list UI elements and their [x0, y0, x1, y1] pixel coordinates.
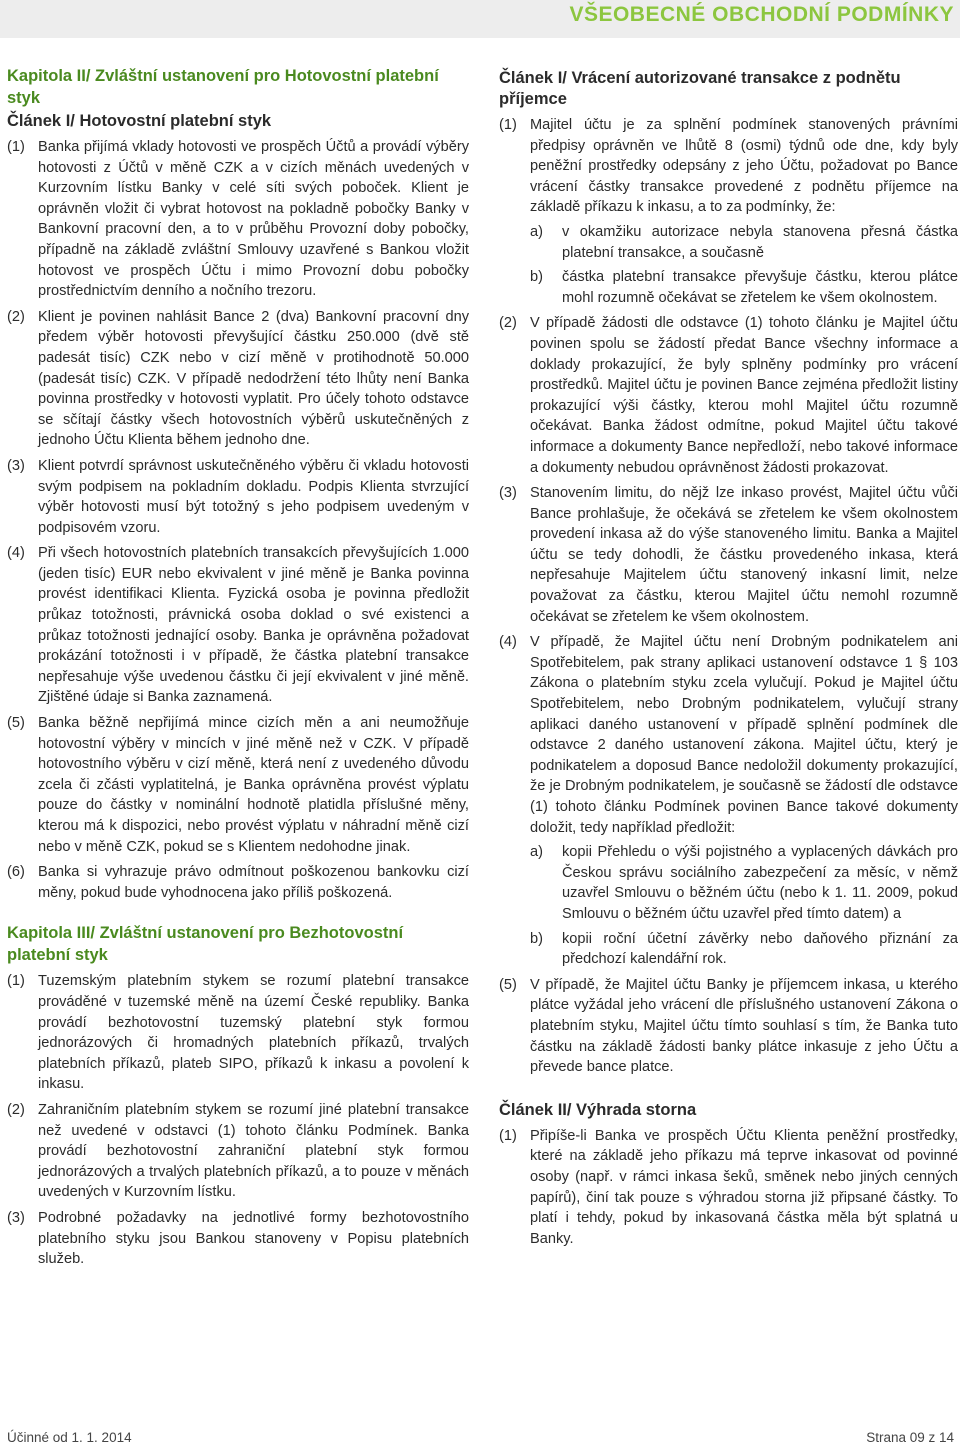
paragraph — [499, 313, 958, 478]
paragraph-number: (1) — [499, 1127, 517, 1144]
sub-paragraph-text: v okamžiku autorizace nebyla stanovena přesná částka platební transakce, a současně — [562, 223, 958, 261]
document-title: VŠEOBECNÉ OBCHODNÍ PODMÍNKY — [569, 3, 954, 26]
article-title-cash: Článek I/ Hotovostní platební styk — [7, 112, 272, 130]
paragraph-number: (1) — [499, 117, 517, 133]
sub-paragraph-text: kopii roční účetní závěrky nebo daňového přiznání za předchozí kalendářní rok. — [562, 930, 958, 968]
paragraph-number: (2) — [499, 315, 517, 332]
paragraph-text: Tuzemským platebním stykem se rozumí platební transakce prováděné v tuzemské měně na území České republiky. Banka provádí bezhotovostní tuzemský platební styk formou jednorázových či hromadných platebních příkazů, trvalých platebních příkazů, plateb SIPO, příkazů k inkasu a povolení k inkasu. — [38, 973, 469, 1093]
paragraph-number: (3) — [7, 457, 25, 474]
sub-paragraph — [530, 842, 958, 924]
paragraph-number: (4) — [7, 545, 25, 562]
paragraph — [7, 862, 469, 903]
article-title-storno: Článek II/ Výhrada storna — [499, 1100, 697, 1119]
paragraph-number: (3) — [499, 485, 517, 502]
paragraph-text: Stanovením limitu, do nějž lze inkaso provést, Majitel účtu vůči Bance prohlašuje, že očekává se zřetelem ke všem okolnostem provedení inkasa až do výše stanoveného limitu. Banka a Majitel účtu se tedy dohodli, že částku provedeného inkasa, která nepřesahuje Majitelem účtu stanovený inkasní limit, nelze považovat za částku, kterou Majitel účtu nemohl rozumně očekávat se zřetelem ke všem okolnostem. — [530, 485, 958, 625]
sub-paragraph — [530, 929, 958, 970]
article-title-refund: Článek I/ Vrácení autorizované transakce z podnětu příjemce — [499, 69, 901, 108]
paragraph — [7, 543, 469, 708]
paragraph-number: (4) — [499, 634, 517, 651]
paragraph-text: Připíše-li Banka ve prospěch Účtu Klienta peněžní prostředky, které na základě jeho příkazu má teprve inkasovat od povinné osoby (např. v rámci inkasa šeků, směnek nebo jiných cenných papírů), činí tak pouze s výhradou storna již připsané částky. To platí i tehdy, pokud by inkasovaná částka měla být splatná u Banky. — [530, 1127, 958, 1247]
right-column — [499, 66, 958, 1249]
paragraph — [7, 713, 469, 857]
paragraph-text: V případě žádosti dle odstavce (1) tohoto článku je Majitel účtu povinen spolu se žádostí předat Bance všechny informace a doklady prokazující, že byly splněny podmínky pro vrácení prostředků. Majitel účtu je povinen Bance zejména předložit listiny prokazující výši částky, kterou mohl Majitel účtu rozumně očekávat. Banka žádost odmítne, pokud Majitel účtu takové informace a dokumenty Bance nepředloží, nebo takové informace a dokumenty nebudou oprávněnost žádosti prokazovat. — [530, 315, 958, 476]
sub-paragraph-letter: b) — [530, 930, 543, 947]
paragraph — [7, 456, 469, 538]
paragraph — [499, 115, 958, 218]
page-number: Strana 09 z 14 — [866, 1430, 954, 1445]
paragraph — [499, 483, 958, 627]
sub-paragraph-letter: a) — [530, 844, 543, 861]
paragraph — [499, 1126, 958, 1250]
paragraph-text: Majitel účtu je za splnění podmínek stanovených právními předpisy oprávněn ve lhůtě 8 (osmi) týdnů ode dne, kdy byly peněžní prostředky odepsány z jeho Účtu, požadovat po Bance vrácení částky transakce provedené z podnětu příjemce na základě příkazu k inkasu, a to za podmínky, že: — [530, 117, 958, 216]
paragraph — [7, 971, 469, 1095]
section-gap — [499, 1078, 958, 1098]
paragraph — [7, 1100, 469, 1203]
paragraph — [7, 307, 469, 451]
left-column — [7, 66, 469, 1270]
paragraph-number: (6) — [7, 864, 25, 881]
paragraph — [7, 1208, 469, 1270]
paragraph-text: V případě, že Majitel účtu není Drobným podnikatelem ani Spotřebitelem, pak strany aplikaci ustanovení odstavce 1 § 103 Zákona o platebním styku zcela vylučují. Pokud je Majitel účtu Spotřebitelem, nebo Drobným podnikatelem, vylučují strany aplikaci daného ustanovení v případě splnění podmínek dle odstavce 2 daného ustanovení zákona. Majitel účtu, který je podnikatelem a doposud Bance nedoložil dokumenty prokazující, že je Drobným podnikatelem, je současně se žádostí dle odstavce (1) tohoto článku Podmínek povinen Bance takové dokumenty doložit, tedy například předložit: — [530, 634, 958, 836]
paragraph-number: (5) — [7, 715, 25, 732]
sub-paragraph-text: kopii Přehledu o výši pojistného a vyplacených dávkách pro Českou správu sociálního zabezpečení za měsíc, v němž uzavřel Smlouvu o běžném účtu (nebo k 1. 11. 2009, pokud Smlouvu o běžném účtu uzavřel před tímto datem) a — [562, 844, 958, 922]
sub-paragraph — [530, 267, 958, 308]
paragraph-text: Klient je povinen nahlásit Bance 2 (dva) Bankovní pracovní dny předem výběr hotovosti převyšující částku 250.000 (dvě stě padesát tisíc) CZK nebo v cizí měně v protihodnotě 50.000 (padesát tisíc) CZK. V případě nedodržení této lhůty není Banka povinna prostředky v hotovosti vyplatit. Pro účely tohoto odstavce se sčítají částky všech hotovostních výběrů uskutečněných z jednoho Účtu Klienta během jednoho dne. — [38, 308, 469, 449]
paragraph-text: Banka si vyhrazuje právo odmítnout poškozenou bankovku cizí měny, pokud bude vyhodnocena jako příliš poškozená. — [38, 864, 469, 901]
paragraph-number: (1) — [7, 139, 25, 155]
paragraph-text: Banka přijímá vklady hotovosti ve prospěch Účtů a provádí výběry hotovosti z Účtů v měně CZK a v cizích měnách uvedených v Kurzovním lístku Banky v celé síti svých poboček. Klient je oprávněn vložit či vybrat hotovost na pokladně pobočky Banky v Bankovní pracovní den, a to v průběhu Provozní doby pobočky, případně na základě zvláštní Smlouvy uzavřené s Bankou vložit hotovost ve prospěch Účtu i mimo Provozní dobu pobočky prostřednictvím denního a nočního trezoru. — [38, 139, 469, 300]
chapter-title-noncash: Kapitola III/ Zvláštní ustanovení pro Bezhotovostní platební styk — [7, 924, 404, 964]
sub-paragraph-letter: a) — [530, 223, 543, 240]
header-bar — [0, 0, 960, 38]
paragraph-number: (2) — [7, 308, 25, 325]
paragraph-text: Při všech hotovostních platebních transakcích převyšujících 1.000 (jeden tisíc) EUR nebo ekvivalent v jiné měně je Banka povinna provést identifikaci Klienta. Fyzická osoba je povinna předložit průkaz totožnosti, právnická osoba doklad o své existenci a průkaz totožnosti jednající osoby. Banka je oprávněna požadovat prokázání totožnosti i v případě, že částka platební transakce nepřesahuje výše uvedenou částku či její ekvivalent v jiné měně. Zjištěné údaje si Banka zaznamená. — [38, 545, 469, 706]
effective-date: Účinné od 1. 1. 2014 — [7, 1430, 132, 1445]
paragraph — [499, 632, 958, 838]
paragraph — [499, 975, 958, 1078]
paragraph-text: Podrobné požadavky na jednotlivé formy bezhotovostního platebního styku jsou Bankou stanoveny v Popisu platebních služeb. — [38, 1209, 469, 1268]
sub-paragraph-letter: b) — [530, 269, 543, 286]
paragraph-text: V případě, že Majitel účtu Banky je příjemcem inkasa, u kterého plátce vyžádal jeho vrácení dle příslušného ustanovení Zákona o platebním styku, Majitel účtu tímto souhlasí s tím, že Banka tuto částku na základě žádosti banky plátce inkasuje z jeho Účtu a převede bance platce. — [530, 976, 958, 1076]
paragraph — [7, 137, 469, 302]
paragraph-number: (1) — [7, 973, 25, 990]
paragraph-number: (5) — [499, 976, 517, 993]
paragraph-text: Zahraničním platebním stykem se rozumí jiné platební transakce než uvedené v odstavci (1) tohoto článku Podmínek. Banka provádí bezhotovostní zahraniční platební styk formou jednorázových a trvalých platebních příkazů, a to pouze v měnách uvedených v Kurzovním lístku. — [38, 1101, 469, 1201]
section-gap — [7, 903, 469, 923]
paragraph-number: (3) — [7, 1209, 25, 1226]
sub-paragraph — [530, 222, 958, 263]
sub-paragraph-text: částka platební transakce převyšuje částku, kterou plátce mohl rozumně očekávat se zřetelem ke všem okolnostem. — [562, 269, 958, 306]
chapter-title-cash: Kapitola II/ Zvláštní ustanovení pro Hotovostní platební styk — [7, 67, 439, 107]
paragraph-number: (2) — [7, 1101, 25, 1118]
paragraph-text: Banka běžně nepřijímá mince cizích měn a ani neumožňuje hotovostní výběry v mincích v jiné měně než v CZK. V případě hotovostního výběru v cizí měně, která není z uvedeného důvodu zcela či zčásti vyplatitelná, je Banka oprávněna provést výplatu pouze do částky v nominální hodnotě platidla příslušné měny, kterou má k dispozici, nebo provést výplatu v náhradní měně cizí nebo v měně CZK, pokud se s Klientem nedohodne jinak. — [38, 715, 469, 855]
paragraph-text: Klient potvrdí správnost uskutečněného výběru či vkladu hotovosti svým podpisem na pokladním dokladu. Podpis Klienta stvrzující výběr hotovosti musí být totožný s jeho podpisem uvedeným v podpisovém vzoru. — [38, 457, 469, 536]
